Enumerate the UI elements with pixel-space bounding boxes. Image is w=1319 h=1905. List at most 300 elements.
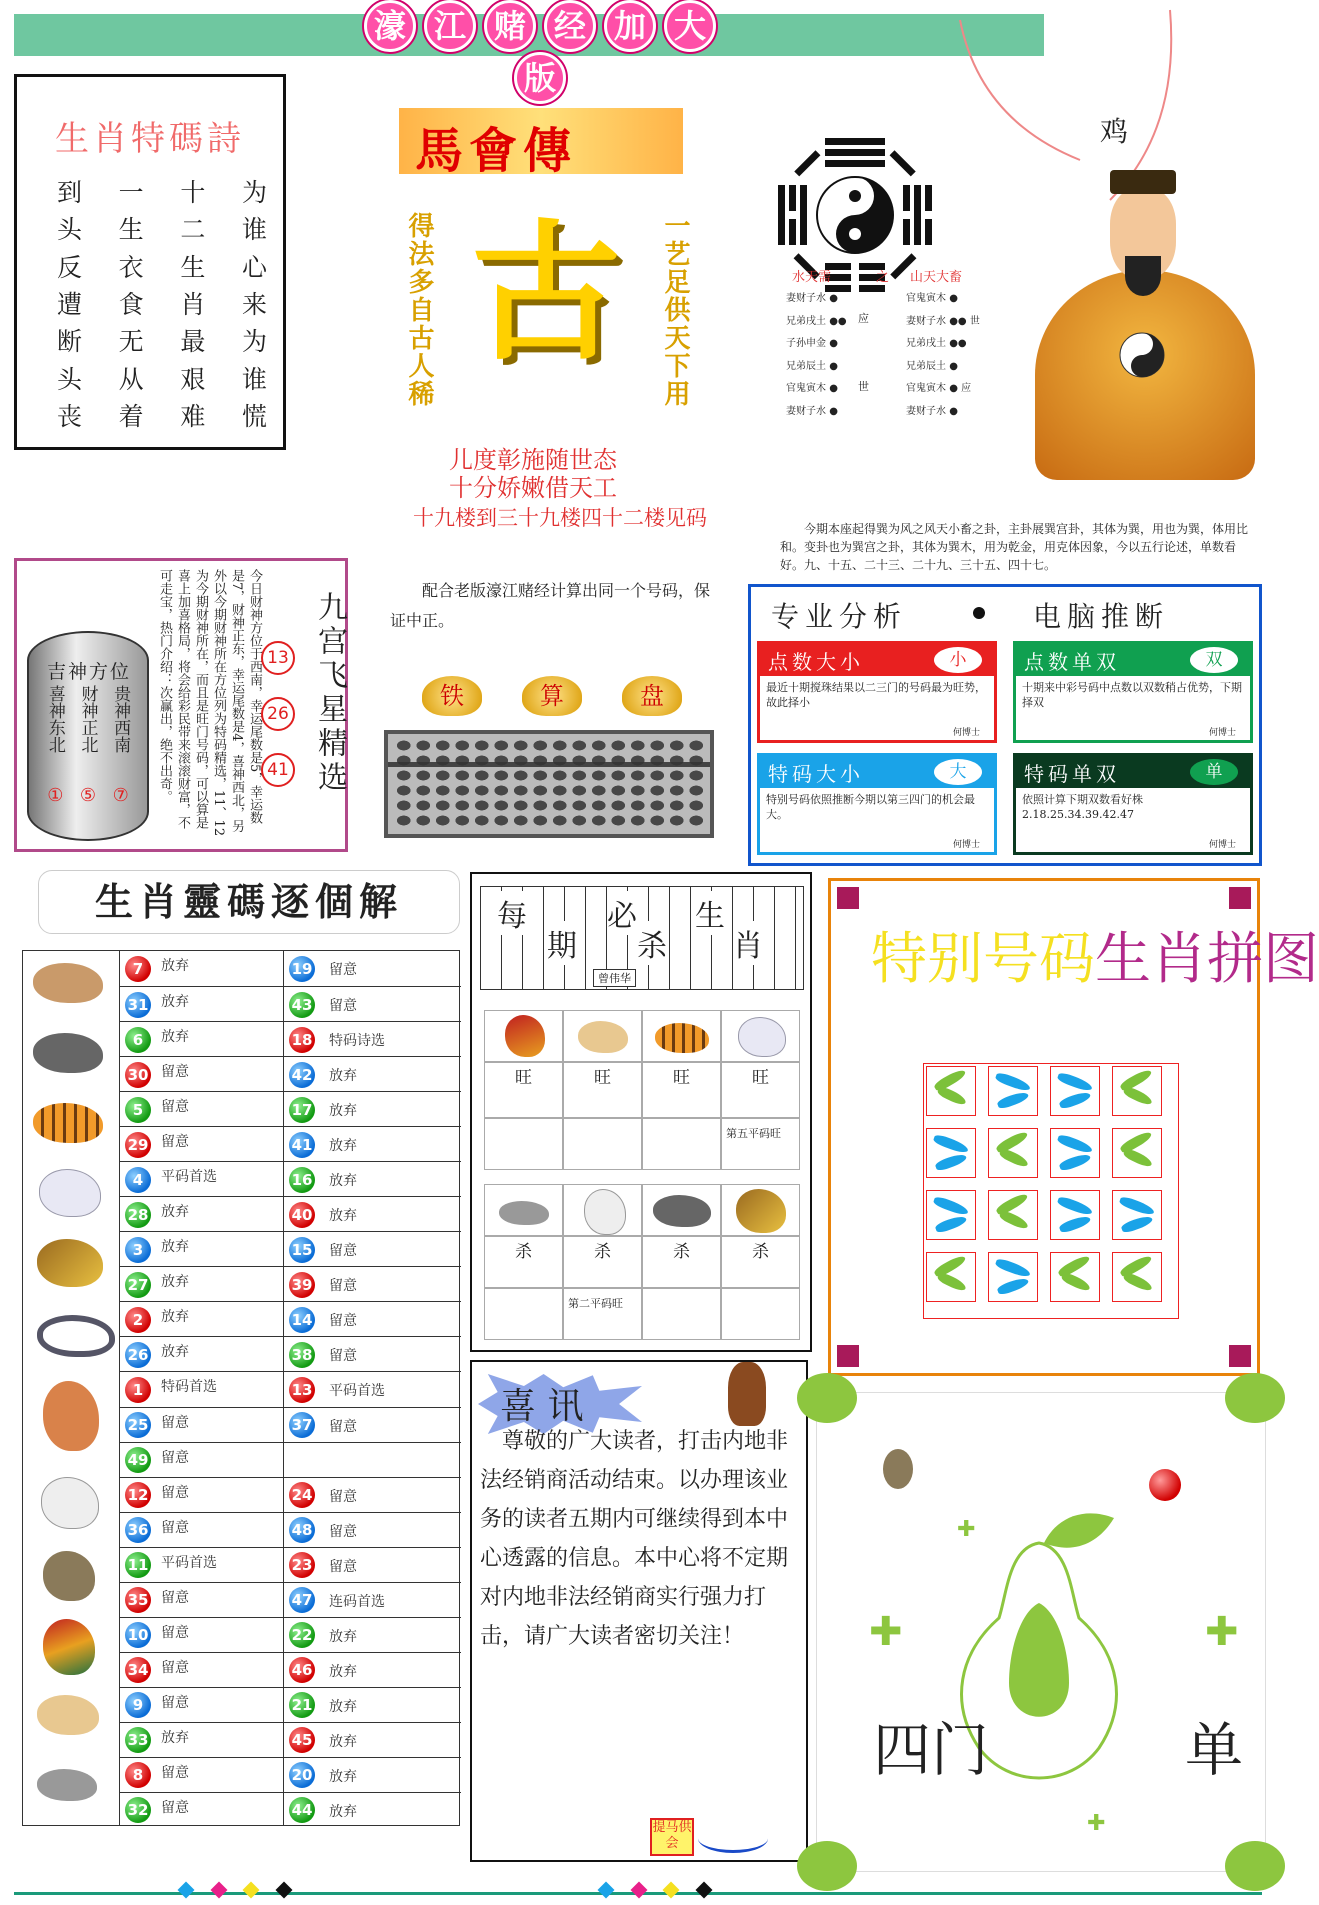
hex-line: 官鬼寅木 ● [786, 383, 838, 394]
number-ball: 41 [289, 1132, 315, 1158]
diamond-icon [598, 1882, 615, 1899]
diamond-icon [210, 1882, 227, 1899]
pick-label: 留意 [161, 1659, 189, 1676]
bisha-header-char: 杀 [637, 921, 667, 965]
poem-char: 头 [57, 215, 83, 245]
lingma-title: 生肖靈碼逐個解 [94, 879, 403, 924]
table-row [119, 1547, 461, 1582]
grid-cell: 杀 [642, 1236, 721, 1288]
poem-box [14, 74, 286, 450]
pintu-title [871, 915, 1319, 995]
poem-column [180, 173, 205, 433]
pick-label: 放弃 [161, 994, 189, 1011]
drum-col: 喜神东北 [44, 685, 65, 753]
diamond-icon [178, 1882, 195, 1899]
yinyang-dot [849, 190, 861, 202]
pick-label: 留意 [161, 1064, 189, 1081]
mahui-title: 馬會傳 [415, 123, 578, 179]
tiesuanpan-intro: 配合老版濠江赌经计算出同一个号码，保证中正。 [390, 581, 711, 630]
pick-label: 留意 [161, 1134, 189, 1151]
number-ball: 17 [289, 1097, 315, 1123]
trigram-bar [778, 185, 785, 245]
pick-label: 放弃 [161, 1309, 189, 1326]
poem-char: 一 [118, 178, 144, 207]
analysis-card [757, 641, 997, 743]
number-ball: 44 [289, 1797, 315, 1823]
grid-cell [642, 1184, 721, 1236]
table-row [119, 986, 461, 1021]
flower-icon: ✚ [869, 1609, 903, 1655]
drum-num: ⑦ [112, 785, 129, 806]
number-ball: 3 [125, 1237, 151, 1263]
pick-label: 留意 [161, 1624, 189, 1641]
number-ball: 22 [289, 1622, 315, 1648]
grid-cell [484, 1010, 563, 1062]
trigram-bar [859, 285, 885, 292]
pick-label: 留意 [161, 1449, 189, 1466]
number-ball: 38 [289, 1342, 315, 1368]
table-row [119, 1301, 461, 1336]
corner-square [837, 1345, 859, 1367]
grid-cell [642, 1288, 721, 1340]
card-header [1016, 756, 1250, 788]
pick-label: 特码首选 [161, 1379, 217, 1396]
card-text: 十期来中彩号码中点数以双数稍占优势，下期择双 [1022, 681, 1242, 709]
grid-cell: 旺 [563, 1062, 642, 1118]
table-row [119, 1091, 461, 1126]
card-text: 特别号码依照推断今期以第三四门的机会最大。 [766, 793, 975, 821]
jiugong-circle: 26 [261, 697, 295, 731]
bisha-box [470, 872, 812, 1352]
poem-char: 十 [180, 178, 206, 207]
corner-blob [1225, 1373, 1285, 1423]
card-header [760, 644, 994, 676]
pick-label: 放弃 [329, 1208, 357, 1225]
number-ball: 1 [125, 1377, 151, 1403]
number-ball: 45 [289, 1727, 315, 1753]
table-row [119, 1477, 461, 1512]
number-ball: 19 [289, 956, 315, 982]
drum-nums [39, 785, 137, 806]
yang-dot: ● [949, 360, 958, 372]
ingot-label: 算 [522, 676, 582, 716]
pick-label: 放弃 [329, 1068, 357, 1085]
yang-dot: ● [949, 383, 958, 394]
flower-icon: ✚ [1087, 1811, 1106, 1836]
yin-dots: ●● [829, 315, 847, 327]
banner-char: 版 [514, 52, 566, 104]
table-row [119, 1512, 461, 1547]
number-ball: 30 [125, 1062, 151, 1088]
pick-label: 放弃 [329, 1803, 357, 1820]
table-row [119, 1336, 461, 1371]
tiesuanpan-label-row [422, 676, 682, 716]
table-row [119, 1126, 461, 1161]
table-row [119, 1231, 461, 1266]
pink-string [960, 20, 1080, 160]
corner-square [837, 887, 859, 909]
ingot-label: 铁 [422, 676, 482, 716]
monkey-icon [883, 1449, 913, 1489]
pick-label: 放弃 [329, 1628, 357, 1645]
hex-line: 妻财子水 ● [906, 405, 958, 417]
trigram-bar [890, 150, 916, 176]
sage-beard [1125, 256, 1161, 296]
pick-label: 留意 [161, 1484, 189, 1501]
pintu-box [828, 878, 1319, 1376]
red-ball-icon [1149, 1469, 1181, 1501]
poem-char: 衣 [118, 252, 144, 282]
tiger-icon [33, 1103, 103, 1143]
number-ball: 25 [125, 1412, 151, 1438]
poem-grid [57, 173, 267, 433]
number-ball: 43 [289, 992, 315, 1018]
rooster-icon [505, 1015, 545, 1057]
grid-cell [484, 1288, 563, 1340]
puzzle-tile [1112, 1128, 1162, 1178]
table-row [119, 1266, 461, 1301]
hex-mark: 世 [858, 380, 869, 393]
number-ball: 34 [125, 1657, 151, 1683]
mahui-line: 十分娇嫩借天工 [449, 474, 617, 502]
pick-label: 放弃 [329, 1698, 357, 1715]
hex-title-right: 山天大畜 [910, 270, 963, 285]
number-ball: 40 [289, 1202, 315, 1228]
grid-cell [721, 1010, 800, 1062]
table-row [119, 1442, 461, 1477]
ox-icon [33, 963, 103, 1003]
pick-label: 放弃 [329, 1768, 357, 1785]
abacus-beads [394, 738, 706, 830]
yang-dot: ● [829, 360, 838, 372]
yang-dot: ● [949, 293, 958, 304]
grid-cell: 杀 [563, 1236, 642, 1288]
card-badge: 单 [1190, 759, 1238, 785]
pick-label: 留意 [329, 1488, 357, 1505]
bisha-header-char: 期 [547, 921, 577, 965]
banner-char: 加 [604, 0, 656, 52]
rabbit-icon [738, 1017, 786, 1057]
bisha-header [480, 886, 804, 990]
poem-char: 难 [180, 401, 206, 431]
abacus [384, 730, 714, 838]
number-ball: 37 [289, 1412, 315, 1438]
mahui-title-banner [399, 108, 683, 179]
pick-label: 留意 [329, 1418, 357, 1435]
diamond-icon [630, 1882, 647, 1899]
number-ball: 13 [289, 1377, 315, 1403]
puzzle-grid [923, 1063, 1179, 1319]
yang-dot: ● [829, 383, 838, 394]
corner-square [1229, 887, 1251, 909]
xixun-box [470, 1360, 808, 1862]
hex-right-col [906, 288, 980, 423]
tiger-icon [655, 1023, 709, 1053]
grid-cell [563, 1010, 642, 1062]
table-row [119, 1652, 461, 1687]
trigram-bar [925, 219, 932, 245]
banner-char: 经 [544, 0, 596, 52]
dot-icon [973, 607, 985, 619]
pick-label: 放弃 [329, 1103, 357, 1120]
number-ball: 24 [289, 1482, 315, 1508]
table-row [119, 1722, 461, 1757]
number-ball: 39 [289, 1272, 315, 1298]
trigram-bar [825, 138, 885, 145]
diamond-icon [275, 1882, 292, 1899]
yang-dot: ● [829, 293, 838, 304]
card-title: 点数单双 [1024, 650, 1120, 674]
number-ball: 32 [125, 1797, 151, 1823]
hex-line: 兄弟辰土 ● [786, 360, 838, 372]
number-ball: 10 [125, 1622, 151, 1648]
number-ball: 31 [125, 992, 151, 1018]
number-ball: 11 [125, 1552, 151, 1578]
number-ball: 7 [125, 956, 151, 982]
drum-num: ⑤ [79, 785, 97, 806]
drum-num: ① [47, 785, 64, 806]
bagua-section [770, 70, 1270, 585]
number-ball: 16 [289, 1167, 315, 1193]
poem-char: 谁 [241, 215, 267, 245]
drum-col: 贵神西南 [110, 685, 131, 753]
card-title: 点数大小 [768, 650, 864, 674]
poem-char: 生 [118, 215, 144, 245]
pick-label: 留意 [161, 1414, 189, 1431]
number-ball: 8 [125, 1762, 151, 1788]
rat-icon [499, 1201, 549, 1225]
grid-cell: 旺 [721, 1062, 800, 1118]
number-ball: 4 [125, 1167, 151, 1193]
number-ball: 35 [125, 1587, 151, 1613]
pick-label: 放弃 [161, 1274, 189, 1291]
poem-column [57, 173, 82, 433]
number-ball: 18 [289, 1027, 315, 1053]
analysis-card [1013, 641, 1253, 743]
poem-title: 生肖特碼詩 [55, 119, 245, 159]
diamond-icon [243, 1882, 260, 1899]
grid-cell [484, 1118, 563, 1170]
card-badge: 双 [1190, 647, 1238, 673]
mahui-red-line: 十九楼到三十九楼四十二楼见码 [413, 506, 707, 530]
mahui-right-vertical: 一艺足供天下用 [660, 212, 690, 408]
hex-line: 妻财子水 ● [786, 293, 838, 304]
xixun-title: 喜 讯 [500, 1386, 584, 1427]
pick-label: 留意 [161, 1694, 189, 1711]
simen-right: 单 [1185, 1716, 1244, 1784]
poem-char: 食 [118, 289, 144, 319]
table-row [119, 1056, 461, 1091]
pick-label: 平码首选 [161, 1169, 217, 1186]
table-row [119, 1582, 461, 1617]
banner-char: 赌 [484, 0, 536, 52]
drum-title: 吉神方位 [46, 661, 131, 683]
corner-blob [1225, 1841, 1285, 1891]
yang-dot: ● [949, 405, 958, 417]
buffalo-icon [33, 1033, 103, 1073]
table-row [119, 1407, 461, 1442]
number-ball: 12 [125, 1482, 151, 1508]
number-ball: 2 [125, 1307, 151, 1333]
number-ball: 15 [289, 1237, 315, 1263]
poem-char: 心 [241, 252, 267, 282]
simen-box [816, 1392, 1266, 1872]
number-ball: 6 [125, 1027, 151, 1053]
pick-label: 放弃 [161, 1029, 189, 1046]
trigram-bar [789, 219, 796, 245]
grid-cell [642, 1010, 721, 1062]
dog-icon [578, 1021, 628, 1053]
puzzle-tile [988, 1066, 1038, 1116]
jiugong-circle: 41 [261, 753, 295, 787]
number-ball: 26 [125, 1342, 151, 1368]
number-ball: 47 [289, 1587, 315, 1613]
card-sign: 何博士 [1208, 840, 1236, 850]
flower-icon: ✚ [957, 1517, 976, 1542]
corner-square [1229, 1345, 1251, 1367]
lingma-table [22, 950, 460, 1826]
card-sign: 何博士 [952, 840, 980, 850]
poem-char: 生 [180, 252, 206, 282]
card-text: 最近十期搅珠结果以二三门的号码最为旺势，故此择小 [766, 681, 986, 709]
pick-label: 放弃 [161, 1204, 189, 1221]
puzzle-tile [1112, 1190, 1162, 1240]
pick-label: 留意 [329, 1243, 357, 1260]
trigram-bar [903, 219, 910, 245]
goat-icon [584, 1189, 626, 1235]
yin-dots: ●● [949, 315, 967, 327]
trigram-bar [800, 185, 807, 245]
banner-title [340, 0, 740, 97]
poem-char: 丧 [57, 401, 83, 431]
poem-column [119, 173, 144, 433]
lingma-title-box [38, 870, 460, 934]
hex-line: 子孙申金 ● [786, 338, 838, 349]
grid-cell [563, 1184, 642, 1236]
diamond-icon [663, 1882, 680, 1899]
drum-col: 财神正北 [77, 685, 98, 753]
table-row [119, 951, 461, 986]
table-row [119, 1371, 461, 1406]
hex-title-left: 水天需 [792, 270, 832, 285]
table-row [119, 1757, 461, 1792]
pick-label: 留意 [161, 1589, 189, 1606]
pick-label: 留意 [161, 1519, 189, 1536]
pick-label: 放弃 [161, 1729, 189, 1746]
lingma-rows [23, 951, 459, 1825]
banner-char: 濠 [364, 0, 416, 52]
pintu-title-yellow: 特别号码 [871, 927, 1095, 992]
grid-cell: 杀 [721, 1236, 800, 1288]
table-row [119, 1021, 461, 1056]
grid-cell: 旺 [484, 1062, 563, 1118]
jiugong-circle: 13 [261, 641, 295, 675]
sage-yinyang [1117, 330, 1167, 380]
mahui-left-vertical: 得法多自古人稀 [404, 212, 434, 408]
trigram-bar [825, 149, 885, 156]
poem-char: 来 [241, 289, 267, 319]
jiugong-text: 今日财神方位于西南，幸运尾数是5，幸运数是7，财神正东，幸运尾数是4，喜神西北，另外以今期财神所在方位列为特码精选，11、12为今期财神所在，而且是旺门号码，可以算是喜上加喜格局，将会给彩民带来滚滚财富，不可走宝，热门介绍：次赢出，绝不出奇。 [157, 569, 262, 837]
puzzle-tile [1050, 1190, 1100, 1240]
puzzle-tile [988, 1190, 1038, 1240]
number-ball: 28 [125, 1202, 151, 1228]
pick-label: 放弃 [329, 1173, 357, 1190]
bisha-header-char: 肖 [733, 921, 763, 965]
pick-label: 留意 [329, 962, 357, 978]
analysis-title-right: 电脑推断 [1033, 600, 1170, 633]
puzzle-tile [1112, 1066, 1162, 1116]
ingot-label: 盘 [622, 676, 682, 716]
rat-icon [37, 1769, 97, 1801]
puzzle-tile [926, 1252, 976, 1302]
card-badge: 大 [934, 759, 982, 785]
puzzle-tile [1050, 1128, 1100, 1178]
bottom-diamonds [600, 1884, 710, 1904]
poem-char: 到 [57, 178, 83, 207]
hex-line: 兄弟戌土 ●● [786, 315, 847, 327]
hex-line: 兄弟辰土 ● [906, 360, 958, 372]
pick-label: 放弃 [161, 1239, 189, 1256]
flower-icon: ✚ [1205, 1609, 1239, 1655]
number-ball: 5 [125, 1097, 151, 1123]
puzzle-tile [988, 1128, 1038, 1178]
trigram-bar [914, 185, 921, 245]
grid-cell [563, 1118, 642, 1170]
number-ball: 21 [289, 1692, 315, 1718]
trigram-bar [825, 160, 885, 167]
yang-dot: ● [829, 338, 838, 349]
wang-grid [484, 1010, 800, 1170]
puzzle-tile [1112, 1252, 1162, 1302]
poem-column [242, 173, 267, 433]
card-badge: 小 [934, 647, 982, 673]
mahui-line: 儿度彰施随世态 [449, 446, 617, 474]
dog-icon [37, 1695, 99, 1735]
sha-grid [484, 1184, 800, 1340]
puzzle-tile [1050, 1252, 1100, 1302]
table-row [119, 1196, 461, 1231]
hex-left-col [786, 288, 847, 423]
pick-label: 留意 [161, 1764, 189, 1781]
card-header [1016, 644, 1250, 676]
grid-cell: 杀 [484, 1236, 563, 1288]
number-ball: 20 [289, 1762, 315, 1788]
puzzle-tile [926, 1128, 976, 1178]
puzzle-tile [926, 1190, 976, 1240]
bisha-header-char: 生 [695, 891, 725, 935]
banner-char: 大 [664, 0, 716, 52]
poem-char: 艰 [180, 364, 206, 394]
card-text: 依照计算下期双数看好株2.18.25.34.39.42.47 [1022, 793, 1143, 821]
puzzle-tile [1050, 1066, 1100, 1116]
mahui-big-char: 古 [471, 205, 622, 381]
pick-label: 平码首选 [329, 1383, 385, 1400]
card-header [760, 756, 994, 788]
number-ball: 48 [289, 1517, 315, 1543]
hex-line: 妻财子水 ●● 世 [906, 315, 980, 327]
dragon-icon [736, 1189, 786, 1233]
grid-cell [721, 1184, 800, 1236]
pear-leaf [1044, 1513, 1114, 1547]
number-ball: 9 [125, 1692, 151, 1718]
mahui-section [395, 100, 715, 550]
number-ball: 29 [125, 1132, 151, 1158]
simen-left: 四门 [873, 1716, 990, 1784]
trigram-bar [789, 185, 796, 211]
pick-label: 留意 [161, 1099, 189, 1116]
number-ball: 33 [125, 1727, 151, 1753]
number-ball: 49 [125, 1447, 151, 1473]
